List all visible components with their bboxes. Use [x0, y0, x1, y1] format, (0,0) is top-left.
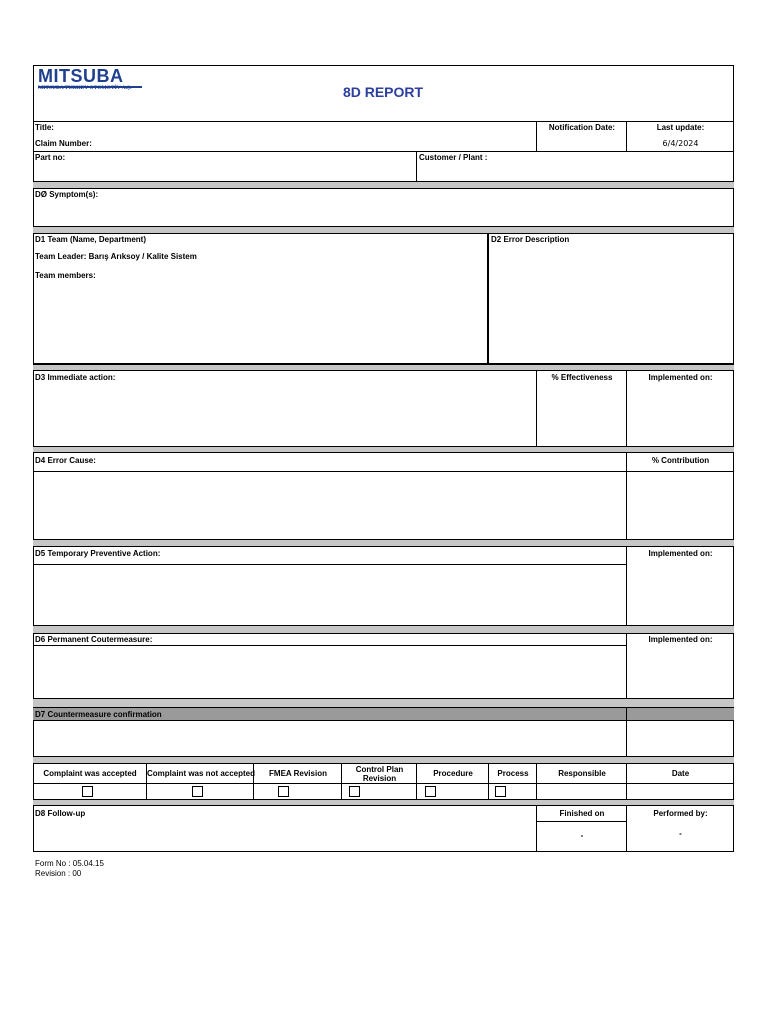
- d3-section: [33, 371, 537, 447]
- spacer-d0: [33, 182, 734, 189]
- checkbox-complaint-not-accepted[interactable]: [192, 786, 203, 797]
- d6-impl-label: Implemented on:: [648, 635, 713, 644]
- logo-tab-line-h: [148, 65, 734, 66]
- last-update-label: Last update:: [656, 123, 705, 132]
- col-procedure: Procedure: [433, 769, 473, 778]
- d8-finished-value: -: [580, 831, 584, 840]
- d5-impl-cell: [626, 547, 734, 626]
- d1-label: D1 Team (Name, Department): [35, 235, 146, 244]
- col-complaint-accepted: Complaint was accepted: [43, 769, 137, 778]
- d3-impl-label: Implemented on:: [648, 373, 713, 382]
- spacer-d7b: [33, 757, 734, 764]
- d5-label: D5 Temporary Preventive Action:: [35, 549, 161, 558]
- d8-section: [33, 806, 537, 852]
- d4-contrib-cell: [626, 453, 734, 540]
- customer-label: Customer / Plant :: [419, 153, 488, 162]
- part-label: Part no:: [35, 153, 66, 162]
- col-complaint-not-accepted: Complaint was not accepted: [147, 769, 256, 778]
- d3-label: D3 Immediate action:: [35, 373, 116, 382]
- d2-label: D2 Error Description: [491, 235, 570, 244]
- revision-number: Revision : 00: [35, 869, 82, 878]
- d7-content: [33, 721, 734, 757]
- d3-effect-cell: [537, 371, 627, 447]
- form-number: Form No : 05.04.15: [35, 859, 104, 868]
- part-cell: [33, 152, 417, 182]
- notification-label: Notification Date:: [548, 123, 616, 132]
- claim-label: Claim Number:: [35, 139, 92, 148]
- d3-effect-label: % Effectiveness: [551, 373, 613, 382]
- checkbox-fmea-revision[interactable]: [278, 786, 289, 797]
- col-control-plan-revision: Control Plan Revision: [355, 765, 404, 783]
- spacer-d5: [33, 540, 734, 547]
- col-date: Date: [671, 769, 690, 778]
- spacer-d7: [33, 699, 734, 708]
- report-title: 8D REPORT: [342, 84, 424, 100]
- d0-section: [33, 189, 734, 227]
- checkbox-process[interactable]: [495, 786, 506, 797]
- d8-label: D8 Follow-up: [35, 809, 86, 818]
- spacer-d1: [33, 227, 734, 234]
- team-leader: Team Leader: Barış Arıksoy / Kalite Sistem: [35, 252, 197, 261]
- col-process: Process: [497, 769, 529, 778]
- d7-label: D7 Countermeasure confirmation: [35, 710, 162, 719]
- d0-label: DØ Symptom(s):: [35, 190, 99, 199]
- checkbox-procedure[interactable]: [425, 786, 436, 797]
- d8-finished-label: Finished on: [559, 809, 605, 818]
- d7-right-split: [626, 708, 627, 757]
- checkbox-complaint-accepted[interactable]: [82, 786, 93, 797]
- d4-contrib-label: % Contribution: [651, 456, 710, 465]
- logo-area: [33, 65, 148, 122]
- title-cell: [33, 122, 537, 152]
- d8-performed-label: Performed by:: [653, 809, 708, 818]
- d5-impl-label: Implemented on:: [648, 549, 713, 558]
- company-logo: MITSUBA: [38, 66, 124, 86]
- d4-label: D4 Error Cause:: [35, 456, 96, 465]
- col-responsible: Responsible: [558, 769, 606, 778]
- team-members: Team members:: [35, 271, 96, 280]
- spacer-d6: [33, 626, 734, 634]
- checkbox-control-plan-revision[interactable]: [349, 786, 360, 797]
- company-subtext: MITSUBA TURKEY OTOMOTİV A.Ş.: [38, 85, 132, 91]
- d8-performed-value: -: [679, 829, 682, 838]
- last-update-value: 6/4/2024: [662, 139, 699, 148]
- title-label: Title:: [35, 123, 54, 132]
- col-fmea-revision: FMEA Revision: [269, 769, 327, 778]
- d6-label: D6 Permanent Coutermeasure:: [35, 635, 153, 644]
